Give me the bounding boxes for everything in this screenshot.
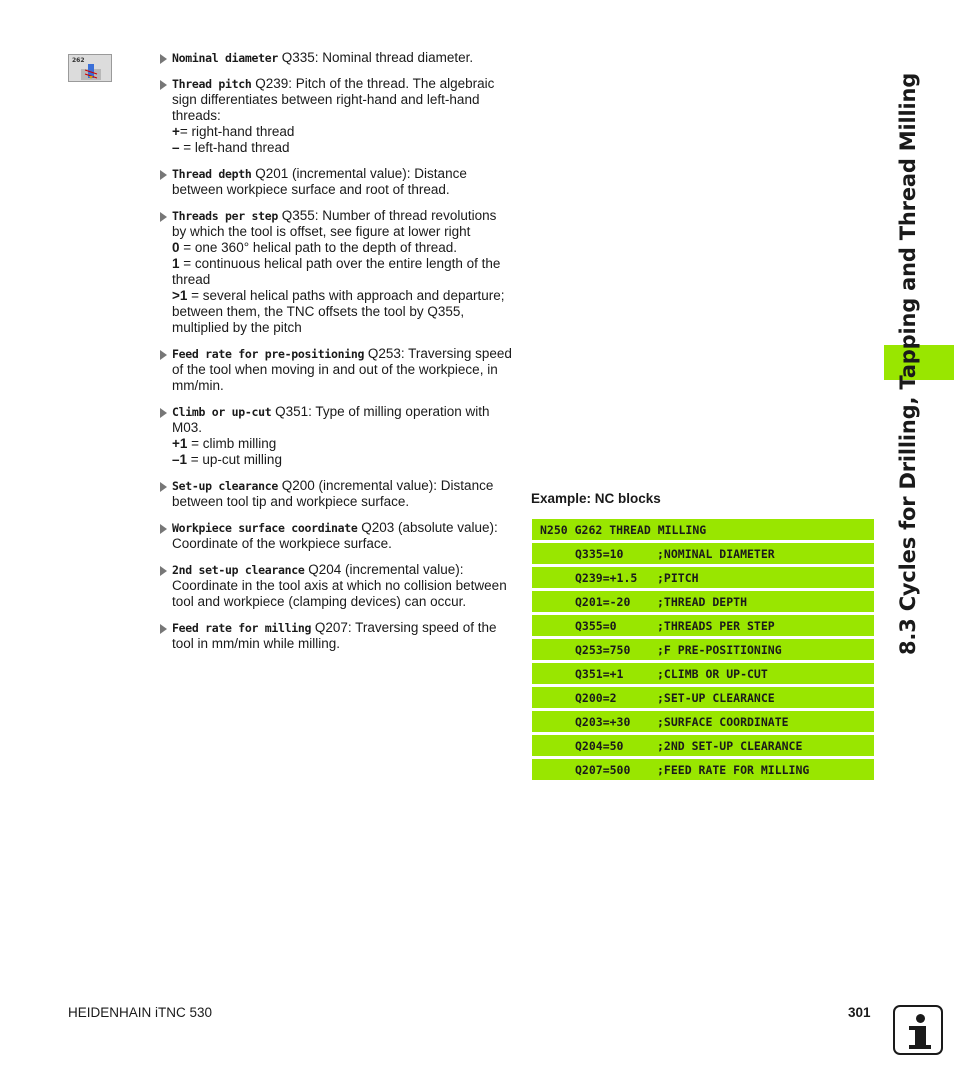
parameter-option bbox=[172, 140, 512, 156]
parameter-option bbox=[172, 256, 512, 288]
option-text: = left-hand thread bbox=[179, 140, 290, 155]
parameter-item bbox=[158, 346, 512, 394]
nc-parameter: Q351=+1 bbox=[575, 666, 624, 681]
parameter-option bbox=[172, 124, 512, 140]
bullet-arrow-icon bbox=[160, 212, 167, 222]
parameter-name: Thread depth bbox=[172, 167, 252, 181]
option-text: = right-hand thread bbox=[179, 124, 295, 139]
option-value: >1 bbox=[172, 288, 188, 303]
bullet-arrow-icon bbox=[160, 566, 167, 576]
thread-mill-graphic bbox=[69, 55, 113, 83]
parameter-item bbox=[158, 478, 512, 510]
parameter-description: Q351: Type of milling operation with M03. bbox=[172, 404, 490, 435]
nc-parameter: Q355=0 bbox=[575, 618, 617, 633]
option-value: +1 bbox=[172, 436, 188, 451]
parameter-name: Threads per step bbox=[172, 209, 278, 223]
parameter-name: Nominal diameter bbox=[172, 51, 278, 65]
nc-comment: ;PITCH bbox=[657, 570, 699, 585]
parameter-name: Set-up clearance bbox=[172, 479, 278, 493]
nc-parameter: Q253=750 bbox=[575, 642, 631, 657]
chapter-side-title: 8.3 Cycles for Drilling, Tapping and Thread Milling bbox=[896, 72, 920, 655]
nc-comment: ;THREADS PER STEP bbox=[657, 618, 775, 633]
parameter-description: Q253: Traversing speed of the tool when moving in and out of the workpiece, in mm/min. bbox=[172, 346, 512, 393]
parameter-item bbox=[158, 520, 512, 552]
nc-parameter: Q207=500 bbox=[575, 762, 631, 777]
parameter-description: Q201 (incremental value): Distance between workpiece surface and root of thread. bbox=[172, 166, 467, 197]
parameter-item bbox=[158, 166, 512, 198]
option-value: 0 bbox=[172, 240, 180, 255]
parameter-description: Q355: Number of thread revolutions by which the tool is offset, see figure at lower right bbox=[172, 208, 497, 239]
nc-block-row bbox=[532, 543, 874, 564]
parameter-description: Q239: Pitch of the thread. The algebraic sign differentiates between right-hand and left-hand threads: bbox=[172, 76, 495, 123]
nc-parameter: Q239=+1.5 bbox=[575, 570, 638, 585]
bullet-arrow-icon bbox=[160, 408, 167, 418]
option-value: 1 bbox=[172, 256, 180, 271]
parameter-description: Q204 (incremental value): Coordinate in the tool axis at which no collision between tool and workpiece (clamping devices) can occur. bbox=[172, 562, 507, 609]
nc-block-row bbox=[532, 591, 874, 612]
nc-comment: ;F PRE-POSITIONING bbox=[657, 642, 782, 657]
nc-parameter: Q204=50 bbox=[575, 738, 624, 753]
nc-block-row bbox=[532, 711, 874, 732]
nc-comment: ;FEED RATE FOR MILLING bbox=[657, 762, 810, 777]
parameter-option bbox=[172, 288, 512, 336]
page-number: 301 bbox=[848, 1005, 871, 1020]
bullet-arrow-icon bbox=[160, 350, 167, 360]
bullet-arrow-icon bbox=[160, 54, 167, 64]
parameter-name: Climb or up-cut bbox=[172, 405, 272, 419]
option-value: + bbox=[172, 124, 180, 139]
parameter-item bbox=[158, 76, 512, 156]
nc-block-row bbox=[532, 687, 874, 708]
parameter-name: Feed rate for milling bbox=[172, 621, 312, 635]
parameter-item bbox=[158, 208, 512, 336]
nc-block-row bbox=[532, 615, 874, 636]
parameter-item bbox=[158, 562, 512, 610]
parameter-list bbox=[158, 50, 512, 662]
nc-comment: ;CLIMB OR UP-CUT bbox=[657, 666, 768, 681]
nc-example-heading: Example: NC blocks bbox=[531, 491, 661, 506]
bullet-arrow-icon bbox=[160, 524, 167, 534]
parameter-item bbox=[158, 620, 512, 652]
parameter-option bbox=[172, 436, 512, 452]
footer-product: HEIDENHAIN iTNC 530 bbox=[68, 1005, 213, 1020]
cycle-262-icon bbox=[68, 54, 112, 82]
nc-blocks-table bbox=[532, 519, 874, 783]
parameter-option bbox=[172, 240, 512, 256]
option-text: = one 360° helical path to the depth of thread. bbox=[179, 240, 457, 255]
bullet-arrow-icon bbox=[160, 80, 167, 90]
nc-block-row bbox=[532, 663, 874, 684]
nc-block-text: N250 G262 THREAD MILLING bbox=[540, 522, 707, 537]
cycle-number: 262 bbox=[72, 57, 85, 64]
info-icon bbox=[893, 1005, 943, 1055]
parameter-name: Thread pitch bbox=[172, 77, 252, 91]
bullet-arrow-icon bbox=[160, 624, 167, 634]
option-text: = continuous helical path over the entire length of the thread bbox=[172, 256, 501, 287]
nc-block-row bbox=[532, 639, 874, 660]
option-text: = several helical paths with approach and departure; between them, the TNC offsets the tool by Q355, multiplied by the pitch bbox=[172, 288, 505, 335]
nc-comment: ;SURFACE COORDINATE bbox=[657, 714, 789, 729]
nc-parameter: Q200=2 bbox=[575, 690, 617, 705]
option-value: – bbox=[172, 140, 180, 155]
nc-parameter: Q335=10 bbox=[575, 546, 624, 561]
parameter-name: Workpiece surface coordinate bbox=[172, 521, 358, 535]
nc-block-first bbox=[532, 519, 874, 540]
option-value: –1 bbox=[172, 452, 188, 467]
parameter-description: Q335: Nominal thread diameter. bbox=[277, 50, 474, 65]
nc-comment: ;2ND SET-UP CLEARANCE bbox=[657, 738, 803, 753]
parameter-description: Q200 (incremental value): Distance between tool tip and workpiece surface. bbox=[172, 478, 494, 509]
parameter-name: 2nd set-up clearance bbox=[172, 563, 305, 577]
bullet-arrow-icon bbox=[160, 170, 167, 180]
nc-block-row bbox=[532, 759, 874, 780]
nc-block-row bbox=[532, 735, 874, 756]
nc-comment: ;NOMINAL DIAMETER bbox=[657, 546, 775, 561]
parameter-option bbox=[172, 452, 512, 468]
bullet-arrow-icon bbox=[160, 482, 167, 492]
nc-comment: ;THREAD DEPTH bbox=[657, 594, 748, 609]
parameter-item bbox=[158, 404, 512, 468]
nc-block-row bbox=[532, 567, 874, 588]
nc-parameter: Q201=-20 bbox=[575, 594, 631, 609]
nc-comment: ;SET-UP CLEARANCE bbox=[657, 690, 775, 705]
nc-parameter: Q203=+30 bbox=[575, 714, 631, 729]
parameter-name: Feed rate for pre-positioning bbox=[172, 347, 365, 361]
parameter-description: Q203 (absolute value): Coordinate of the workpiece surface. bbox=[172, 520, 498, 551]
parameter-item bbox=[158, 50, 512, 66]
parameter-description: Q207: Traversing speed of the tool in mm/min while milling. bbox=[172, 620, 497, 651]
option-text: = climb milling bbox=[187, 436, 277, 451]
option-text: = up-cut milling bbox=[187, 452, 282, 467]
